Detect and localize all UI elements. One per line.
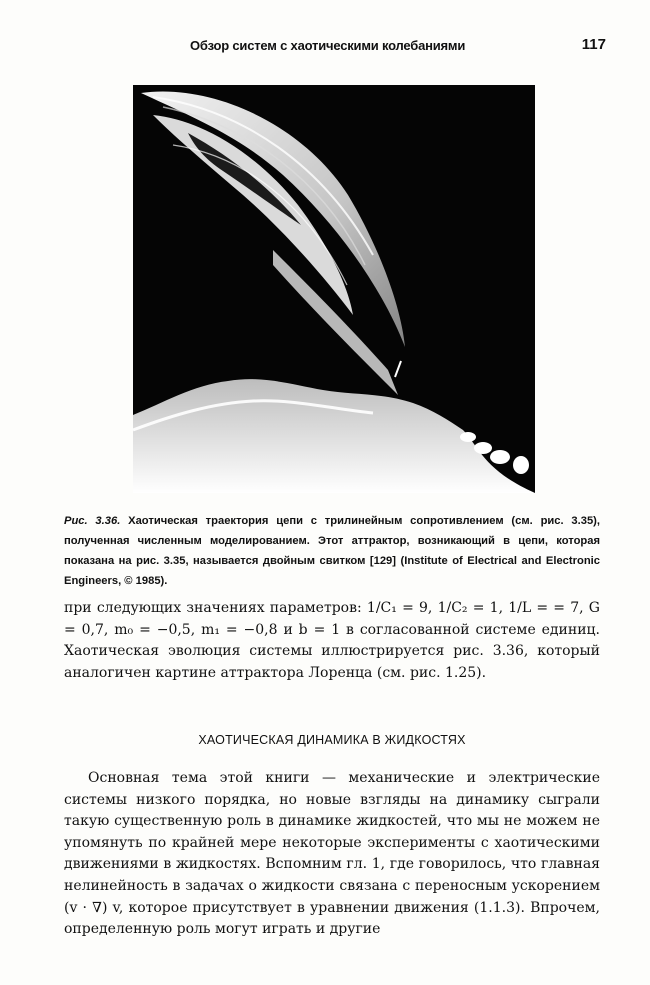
- attractor-image: [133, 85, 535, 493]
- section-title: ХАОТИЧЕСКАЯ ДИНАМИКА В ЖИДКОСТЯХ: [198, 733, 466, 747]
- paragraph-fluids: Основная тема этой книги — механические и электрические системы низкого порядка, но новые взгляды на динамику сыграли такую существенную роль в динамике жидкостей, что мы не можем не упомянуть по крайней мере некоторые эксперименты с хаотическими движениями в жидкостях. Вспомним гл. 1, где говорилось, что главная нелинейность в задачах о жидкости связана с переносным ускорением (v · ∇) v, которое присутствует в уравнении движения (1.1.3). Впрочем, определенную роль могут играть и другие: [64, 770, 600, 938]
- crescent-blob-4: [513, 456, 529, 474]
- paragraph-parameters: при следующих значениях параметров: 1/C₁ = 9, 1/C₂ = 1, 1/L = = 7, G = 0,7, m₀ = −0,5, m₁ = −0,8 и b = 1 в согласованной системе единиц. Хаотическая эволюция системы иллюстрируется рис. 3.36, который аналогичен картине аттрактора Лоренца (см. рис. 1.25).: [64, 600, 600, 681]
- double-scroll-attractor-figure: [133, 85, 535, 493]
- caption-label: Рис. 3.36.: [64, 515, 121, 527]
- crescent-blob-3: [490, 450, 510, 464]
- figure-caption: [64, 511, 600, 591]
- crescent-blob-1: [460, 432, 476, 442]
- running-head: Обзор систем с хаотическими колебаниями: [190, 38, 466, 53]
- page-number: 117: [581, 36, 606, 53]
- caption-text: Хаотическая траектория цепи с трилинейным сопротивлением (см. рис. 3.35), полученная численным моделированием. Этот аттрактор, возникающий в цепи, которая показана на рис. 3.35, называется двойным свитком [129] (Institute of Electrical and Electronic Engineers, © 1985).: [64, 515, 601, 587]
- crescent-blob-2: [474, 442, 492, 454]
